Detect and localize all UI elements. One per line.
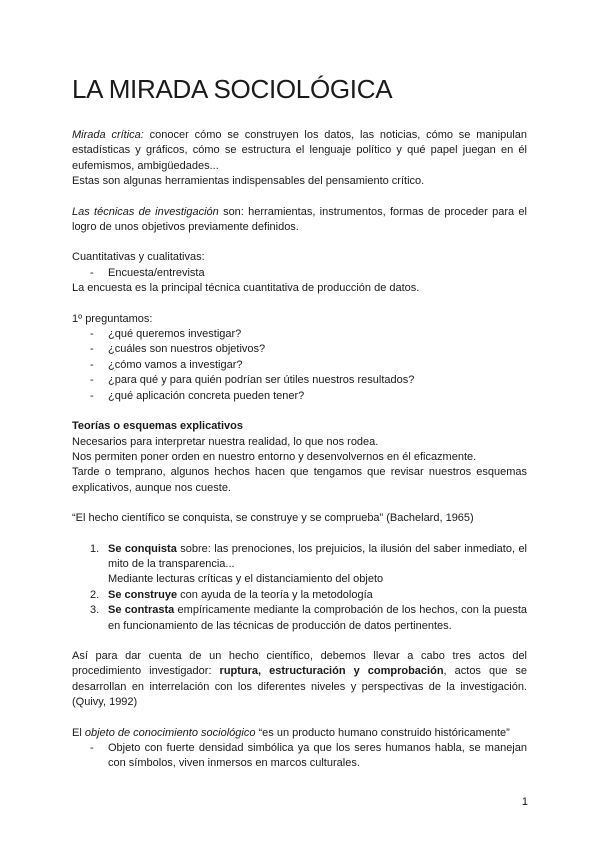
paragraph-mirada-critica xyxy=(72,128,527,174)
list-item: - ¿cuáles son nuestros objetivos? xyxy=(72,342,527,357)
text-segment: Así para dar cuenta de un hecho científico, debemos llevar a cabo tres actos del procedimiento investigador: xyxy=(72,649,527,678)
text-segment: “es un producto humano construido históricamente” xyxy=(255,726,510,739)
heading-cuantitativas: Cuantitativas y cualitativas: xyxy=(72,251,205,264)
step-bold: Se conquista xyxy=(108,542,177,555)
step-extra: Mediante lecturas críticas y el distanciamiento del objeto xyxy=(108,573,384,586)
list-item: - Objeto con fuerte densidad simbólica ya que los seres humanos habla, se manejan con símbolos, viven inmersos en marcos culturales. xyxy=(72,741,527,772)
step-number: 2. xyxy=(90,588,100,601)
list-item: - ¿cómo vamos a investigar? xyxy=(72,358,527,373)
list-item: - ¿qué aplicación concreta pueden tener? xyxy=(72,389,527,404)
heading-teorias: Teorías o esquemas explicativos xyxy=(72,420,243,433)
document-content xyxy=(72,72,527,772)
step-bold: Se contrasta xyxy=(108,604,175,617)
mirada-critica-text: conocer cómo se construyen los datos, las noticias, cómo se manipulan estadísticas y gráficos, cómo se estructura el lenguaje político y qué papel juegan en él eufemismos, ambigüedades... xyxy=(72,129,527,172)
term-tecnicas: Las técnicas de investigación xyxy=(72,205,219,218)
page-title: LA MIRADA SOCIOLÓGICA xyxy=(72,74,393,104)
paragraph-herramientas: Estas son algunas herramientas indispensables del pensamiento crítico. xyxy=(72,175,425,188)
step-number: 3. xyxy=(90,604,100,617)
list-item xyxy=(72,542,527,588)
list-item: - ¿para qué y para quién podrían ser útiles nuestros resultados? xyxy=(72,373,527,388)
step-text: sobre: las prenociones, los prejuicios, la ilusión del saber inmediato, el mito de la transparencia... xyxy=(108,542,528,570)
heading-preguntamos: 1º preguntamos: xyxy=(72,312,153,325)
text-segment: , actos que se desarrollan en interrelación con los diferentes niveles y perspectivas de la investigación. (Quivy, 1992) xyxy=(72,665,527,709)
list-item xyxy=(72,603,527,634)
term-mirada-critica: Mirada crítica: xyxy=(72,129,144,141)
paragraph-necesarios: Necesarios para interpretar nuestra realidad, lo que nos rodea. xyxy=(72,435,379,448)
step-text: empíricamente mediante la comprobación de los hechos, con la puesta en funcionamiento de las técnicas de producción de datos pertinentes. xyxy=(108,604,527,632)
step-bold: Se construye xyxy=(108,588,178,601)
list-objeto xyxy=(72,741,527,772)
list-preguntas xyxy=(72,327,527,404)
list-tecnicas xyxy=(72,266,527,281)
paragraph-tecnicas xyxy=(72,205,527,236)
step-number: 1. xyxy=(90,542,100,555)
paragraph-objeto xyxy=(72,726,527,741)
paragraph-orden: Nos permiten poner orden en nuestro entorno y desenvolvernos en él eficazmente. xyxy=(72,450,477,463)
page-number: 1 xyxy=(521,796,528,808)
term-objeto: objeto de conocimiento sociológico xyxy=(84,726,256,739)
paragraph-encuesta: La encuesta es la principal técnica cuantitativa de producción de datos. xyxy=(72,282,420,295)
quote-bachelard: “El hecho científico se conquista, se construye y se comprueba” (Bachelard, 1965) xyxy=(72,512,474,525)
list-item: - ¿qué queremos investigar? xyxy=(72,327,527,342)
text-segment: El xyxy=(72,726,85,739)
paragraph-tarde: Tarde o temprano, algunos hechos hacen que tengamos que revisar nuestros esquemas explicativos, aunque nos cueste. xyxy=(72,466,527,494)
paragraph-hecho-cientifico xyxy=(72,649,527,711)
step-text: con ayuda de la teoría y la metodología xyxy=(177,588,373,601)
tecnicas-text: son: herramientas, instrumentos, formas de proceder para el logro de unos objetivos previamente definidos. xyxy=(72,205,527,234)
term-actos: ruptura, estructuración y comprobación xyxy=(219,665,444,678)
list-item xyxy=(72,588,527,603)
list-item: - Encuesta/entrevista xyxy=(72,266,527,281)
list-pasos xyxy=(72,542,527,634)
